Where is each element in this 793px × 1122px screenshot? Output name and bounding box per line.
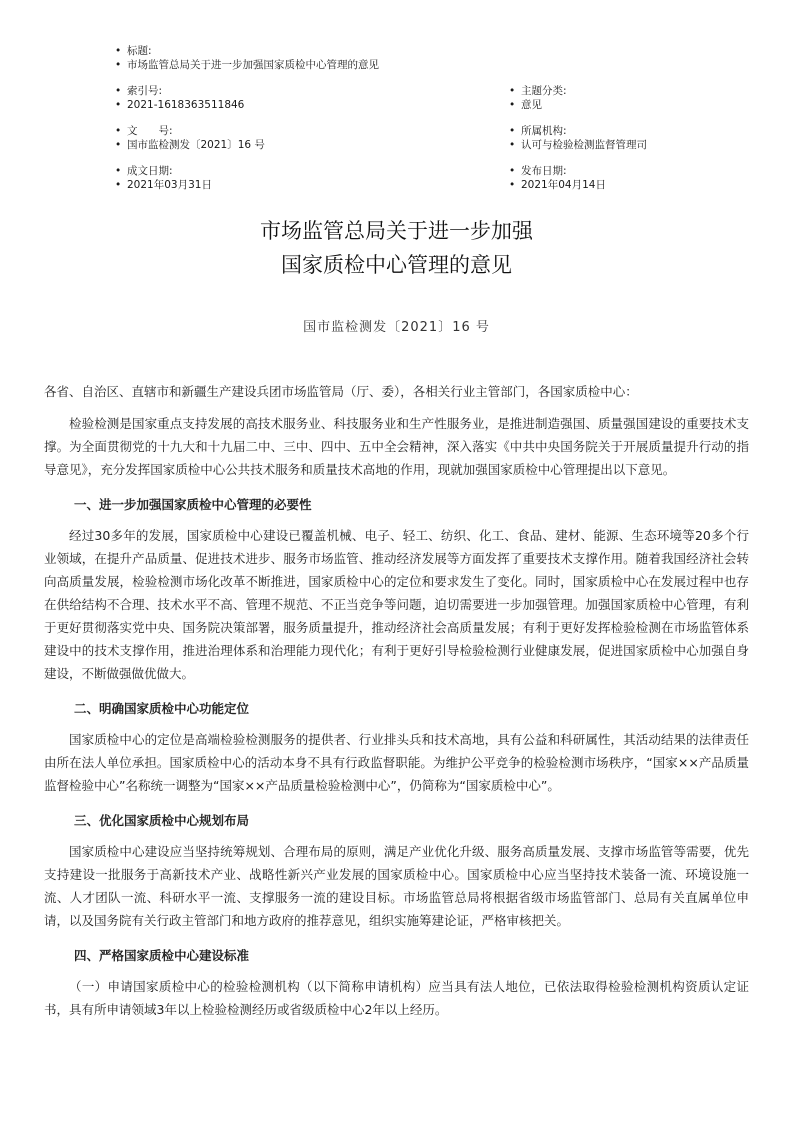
meta-category xyxy=(507,84,707,112)
meta-index xyxy=(113,84,507,112)
document-number: 国市监检测发〔2021〕16 号 xyxy=(303,320,490,335)
meta-index-value: • 2021-1618363511846 xyxy=(113,98,507,112)
section1-paragraph: 经过30多年的发展，国家质检中心建设已覆盖机械、电子、轻工、纺织、化工、食品、建材、能源、生态环境等20多个行业领域，在提升产品质量、促进技术进步、服务市场监管、推动经济发展等方面发挥了重要技术支撑作用。随着我国经济社会转向高质量发展，检验检测市场化改革不断推进，国家质检中心的定位和要求发生了变化。同时，国家质检中心在发展过程中也存在供给结构不合理、技术水平不高、管理不规范、不正当竞争等问题，迫切需要进一步加强管理。加强国家质检中心管理，有利于更好贯彻落实党中央、国务院决策部署，服务质量提升，推动经济社会高质量发展；有利于更好发挥检验检测在市场监管体系建设中的技术支撑作用，推进治理体系和治理能力现代化；有利于更好引导检验检测行业健康发展，促进国家质检中心加强自身建设，不断做强做优做大。 xyxy=(44,528,749,681)
meta-index-label: • 索引号: xyxy=(113,84,507,98)
document-title xyxy=(0,214,793,282)
section2-heading: 二、明确国家质检中心功能定位 xyxy=(74,701,250,716)
meta-written-value: • 2021年03月31日 xyxy=(113,178,507,192)
meta-row-title xyxy=(113,44,713,72)
meta-published-label: • 发布日期: xyxy=(507,164,707,178)
meta-written xyxy=(113,164,507,192)
meta-row-index xyxy=(113,84,713,112)
meta-written-label: • 成文日期: xyxy=(113,164,507,178)
document-body xyxy=(44,380,749,1029)
section3-paragraph: 国家质检中心建设应当坚持统筹规划、合理布局的原则，满足产业优化升级、服务高质量发展、支撑市场监管等需要，优先支持建设一批服务于高新技术产业、战略性新兴产业发展的国家质检中心。国家质检中心应当坚持技术装备一流、环境设施一流、人才团队一流、科研水平一流、支撑服务一流的建设目标。市场监管总局将根据省级市场监管部门、总局有关直属单位申请，以及国务院有关行政主管部门和地方政府的推荐意见，组织实施筹建论证，严格审核把关。 xyxy=(44,844,749,928)
meta-published xyxy=(507,164,707,192)
meta-title xyxy=(113,44,507,72)
section4-heading: 四、严格国家质检中心建设标准 xyxy=(74,948,250,963)
meta-published-value: • 2021年04月14日 xyxy=(507,178,707,192)
document-title-line1: 市场监管总局关于进一步加强 xyxy=(260,219,533,243)
section3-heading: 三、优化国家质检中心规划布局 xyxy=(74,813,250,828)
meta-title-label: • 标题: xyxy=(113,44,507,58)
section4-paragraph: （一）申请国家质检中心的检验检测机构（以下简称申请机构）应当具有法人地位，已依法取得检验检测机构资质认定证书，具有所申请领域3年以上检验检测经历或省级质检中心2年以上经历。 xyxy=(44,979,749,1017)
document-metadata xyxy=(113,44,713,204)
intro-paragraph: 检验检测是国家重点支持发展的高技术服务业、科技服务业和生产性服务业，是推进制造强国、质量强国建设的重要技术支撑。为全面贯彻党的十九大和十九届二中、三中、四中、五中全会精神，深入落实《中共中央国务院关于开展质量提升行动的指导意见》，充分发挥国家质检中心公共技术服务和质量技术高地的作用，现就加强国家质检中心管理提出以下意见。 xyxy=(44,416,749,477)
meta-row-dates xyxy=(113,164,713,192)
meta-category-label: • 主题分类: xyxy=(507,84,707,98)
meta-docno-value: • 国市监检测发〔2021〕16 号 xyxy=(113,138,507,152)
meta-org-label: • 所属机构: xyxy=(507,124,707,138)
section1-heading: 一、进一步加强国家质检中心管理的必要性 xyxy=(74,497,312,512)
meta-docno xyxy=(113,124,507,152)
section2-paragraph: 国家质检中心的定位是高端检验检测服务的提供者、行业排头兵和技术高地，具有公益和科研属性，其活动结果的法律责任由所在法人单位承担。国家质检中心的活动本身不具有行政监督职能。为维护公平竞争的检验检测市场秩序，“国家××产品质量监督检验中心”名称统一调整为“国家××产品质量检验检测中心”，仍简称为“国家质检中心”。 xyxy=(44,732,749,793)
meta-org-value: • 认可与检验检测监督管理司 xyxy=(507,138,707,152)
meta-row-docno xyxy=(113,124,713,152)
meta-docno-label: • 文 号: xyxy=(113,124,507,138)
meta-org xyxy=(507,124,707,152)
meta-category-value: • 意见 xyxy=(507,98,707,112)
salutation: 各省、自治区、直辖市和新疆生产建设兵团市场监管局（厅、委），各相关行业主管部门，各国家质检中心： xyxy=(44,384,638,399)
document-title-line2: 国家质检中心管理的意见 xyxy=(281,253,512,277)
meta-title-value: • 市场监管总局关于进一步加强国家质检中心管理的意见 xyxy=(113,58,507,72)
